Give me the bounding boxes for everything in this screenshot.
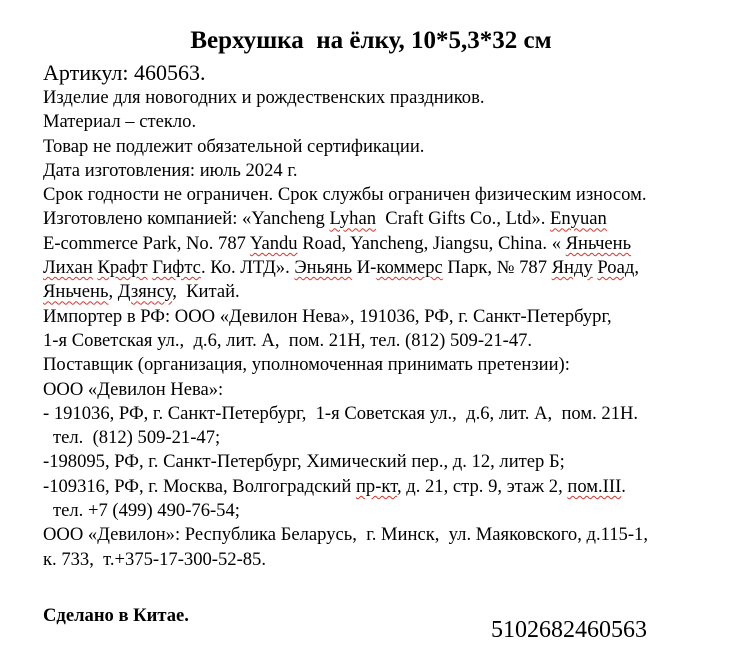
- text-fragment: -109316, РФ, г. Москва, Волгоградский: [43, 475, 356, 497]
- product-info: [43, 86, 733, 572]
- spellcheck-word: Enyuan: [550, 208, 607, 230]
- spellcheck-word: пом.III: [567, 475, 622, 497]
- text-fragment: .: [621, 475, 626, 497]
- text-fragment: И-: [352, 257, 377, 279]
- article-number: Артикул: 460563.: [43, 60, 206, 85]
- text-fragment: ,: [634, 257, 639, 279]
- spellcheck-word: Яньчень: [565, 232, 632, 254]
- supplier-address-2: -198095, РФ, г. Санкт-Петербург, Химический пер., д. 12, литер Б;: [43, 451, 565, 473]
- importer-line-2: 1-я Советская ул., д.6, лит. А, пом. 21Н, тел. (812) 509-21-47.: [43, 329, 533, 351]
- supplier-name: ООО «Девилон Нева»:: [43, 378, 224, 400]
- shelf-life-line: Срок годности не ограничен. Срок службы ограничен физическим износом.: [43, 184, 647, 206]
- manufacture-date-line: Дата изготовления: июль 2024 г.: [43, 159, 298, 181]
- supplier-phone-1: тел. (812) 509-21-47;: [53, 427, 221, 449]
- spellcheck-word: Янду: [551, 257, 593, 279]
- text-fragment: , д. 21, стр. 9, этаж 2,: [396, 475, 568, 497]
- spellcheck-word: коммерс: [376, 257, 443, 279]
- spellcheck-word: Эньянь: [294, 257, 353, 279]
- manufacturer-line-2: [43, 232, 733, 256]
- product-title: Верхушка на ёлку, 10*5,3*32 см: [190, 27, 552, 54]
- barcode-number: 5102682460563: [491, 617, 647, 643]
- text-fragment: Craft Gifts Co., Ltd».: [376, 208, 551, 230]
- spellcheck-word: Лихан: [43, 257, 93, 279]
- supplier-header: Поставщик (организация, уполномоченная принимать претензии):: [43, 354, 570, 376]
- text-fragment: Изготовлено компанией: «Yancheng: [43, 208, 330, 230]
- manufacturer-line-1: [43, 207, 733, 231]
- spellcheck-word: Lyhan: [329, 208, 376, 230]
- manufacturer-line-3: [43, 256, 733, 280]
- spellcheck-word: Яньчень: [43, 281, 109, 303]
- supplier-address-3: [43, 475, 733, 499]
- text-fragment: ,: [108, 281, 118, 303]
- certification-line: Товар не подлежит обязательной сертификации.: [43, 135, 425, 157]
- spellcheck-word: Крафт: [97, 257, 148, 279]
- belarus-line-2: к. 733, т.+375-17-300-52-85.: [43, 548, 267, 570]
- belarus-line-1: ООО «Девилон»: Республика Беларусь, г. Минск, ул. Маяковского, д.115-1,: [43, 524, 648, 546]
- manufacturer-line-4: [43, 280, 733, 304]
- text-fragment: Парк, № 787: [442, 257, 552, 279]
- purpose-line: Изделие для новогодних и рождественских праздников.: [43, 87, 485, 108]
- spellcheck-word: Дзянсу: [117, 281, 173, 303]
- made-in-label: Сделано в Китае.: [43, 605, 189, 626]
- spellcheck-word: Yandu: [249, 232, 298, 254]
- text-fragment: , Китай.: [172, 281, 240, 303]
- material-line: Материал – стекло.: [43, 111, 197, 133]
- text-fragment: Road, Yancheng, Jiangsu, China. «: [297, 232, 566, 254]
- spellcheck-word: Роад: [597, 257, 635, 279]
- supplier-address-1: - 191036, РФ, г. Санкт-Петербург, 1-я Советская ул., д.6, лит. А, пом. 21Н.: [43, 402, 639, 424]
- spellcheck-word: пр-кт: [355, 475, 397, 497]
- importer-line-1: Импортер в РФ: ООО «Девилон Нева», 191036, РФ, г. Санкт-Петербург,: [43, 305, 612, 327]
- spellcheck-word: Гифтс: [152, 257, 201, 279]
- text-fragment: E-commerce Park, No. 787: [43, 232, 250, 254]
- text-fragment: . Ко. ЛТД».: [200, 257, 295, 279]
- supplier-phone-3: тел. +7 (499) 490-76-54;: [53, 500, 240, 522]
